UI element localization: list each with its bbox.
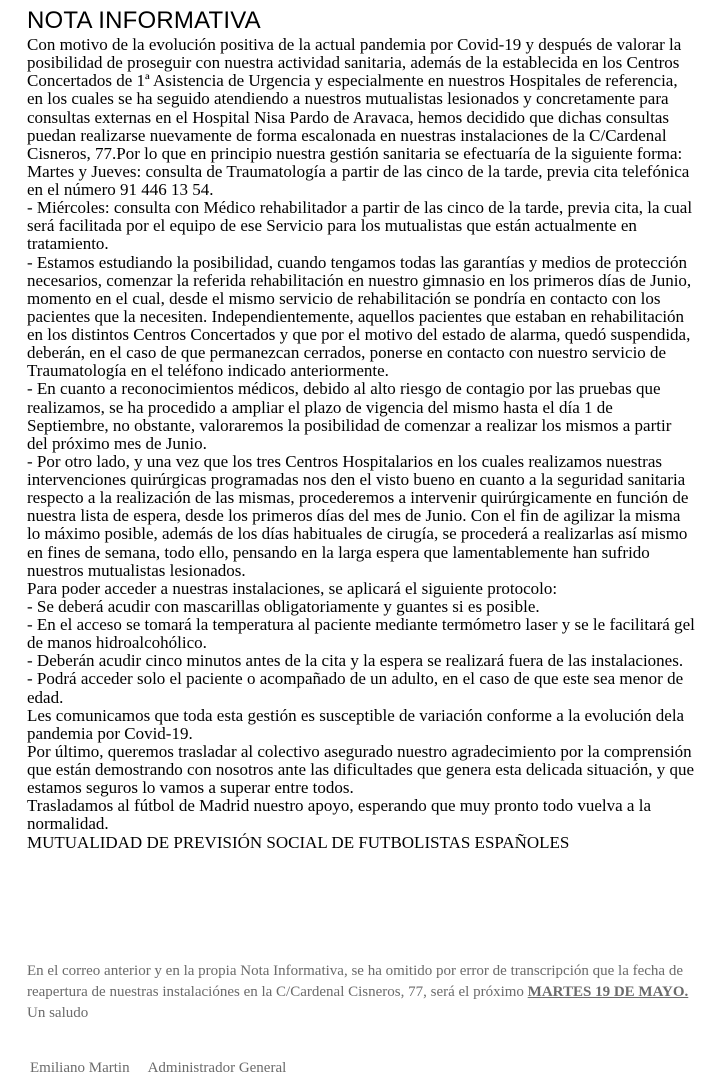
signature-line — [30, 1058, 286, 1078]
paragraph-protocol-intro: Para poder acceder a nuestras instalaciones, se aplicará el siguiente protocolo: — [27, 578, 558, 598]
signer-role: Administrador General — [147, 1060, 287, 1076]
organization-name: MUTUALIDAD DE PREVISIÓN SOCIAL DE FUTBOLISTAS ESPAÑOLES — [27, 832, 570, 852]
reopening-date: MARTES 19 DE MAYO. — [527, 984, 689, 1000]
followup-note — [27, 961, 697, 1024]
protocol-item-arrival: - Deberán acudir cinco minutos antes de la cita y la espera se realizará fuera de las instalaciones. — [27, 651, 684, 671]
signer-name: Emiliano Martin — [30, 1060, 130, 1076]
followup-text: En el correo anterior y en la propia Nota Informativa, se ha omitido por error de transcripción que la fecha de reapertura de nuestras instalaciónes en la C/Cardenal Cisneros, 77, será el próximo — [27, 963, 683, 1000]
paragraph-medical-checks: - En cuanto a reconocimientos médicos, debido al alto riesgo de contagio por las pruebas que realizamos, se ha procedido a ampliar el plazo de vigencia del mismo hasta el día 1 de Septiembre, no obstante, valoraremos la posibilidad de comenzar a realizar los mismos a partir del próximo mes de Junio. — [27, 379, 672, 453]
notice-body — [27, 36, 695, 852]
protocol-item-temperature: - En el acceso se tomará la temperatura al paciente mediante termómetro laser y se le facilitará gel de manos hidroalcohólico. — [27, 615, 695, 653]
document-title: NOTA INFORMATIVA — [27, 7, 261, 34]
paragraph-thanks: Por último, queremos trasladar al colectivo asegurado nuestro agradecimiento por la comprensión que están demostrando con nosotros ante las dificultades que genera esta delicada situación, y que estamos seguros lo vamos a superar entre todos. — [27, 741, 695, 798]
paragraph-support: Trasladamos al fútbol de Madrid nuestro apoyo, esperando que muy pronto todo vuelva a la normalidad. — [27, 796, 651, 834]
paragraph-surgery: - Por otro lado, y una vez que los tres Centros Hospitalarios en los cuales realizamos nuestras intervenciones quirúrgicas programadas nos den el visto bueno en cuanto a la seguridad sanitaria respecto a la realización de las mismas, procederemos a intervenir quirúrgicamente en función de nuestra lista de espera, desde los primeros días del mes de Junio. Con el fin de agilizar la misma lo máximo posible, además de los días habituales de cirugía, se procederá a realizarlas así mismo en fines de semana, todo ello, pensando en la larga espera que lamentablemente han sufrido nuestros mutualistas lesionados. — [27, 451, 689, 580]
protocol-item-masks: - Se deberá acudir con mascarillas obligatoriamente y guantes si es posible. — [27, 596, 540, 616]
greeting: Un saludo — [27, 1005, 89, 1021]
paragraph-rehabilitation: - Estamos estudiando la posibilidad, cuando tengamos todas las garantías y medios de protección necesarios, comenzar la referida rehabilitación en nuestro gimnasio en los primeros días de Junio, momento en el cual, desde el mismo servicio de rehabilitación se pondría en contacto con los pacientes que la necesiten. Independientemente, aquellos pacientes que estaban en rehabilitación en los distintos Centros Concertados y que por el motivo del estado de alarma, quedó suspendida, deberán, en el caso de que permanezcan cerrados, ponerse en contacto con nuestro servicio de Traumatología en el teléfono indicado anteriormente. — [27, 252, 692, 381]
paragraph-variation: Les comunicamos que toda esta gestión es susceptible de variación conforme a la evolución dela pandemia por Covid-19. — [27, 705, 685, 743]
paragraph-intro: Con motivo de la evolución positiva de la actual pandemia por Covid-19 y después de valorar la posibilidad de proseguir con nuestra actividad sanitaria, además de la establecida en los Centros Concertados de 1ª Asistencia de Urgencia y especialmente en nuestros Hospitales de referencia, en los cuales se ha seguido atendiendo a nuestros mutualistas lesionados y concretamente para consultas externas en el Hospital Nisa Pardo de Aravaca, hemos decidido que dichas consultas puedan realizarse nuevamente de forma escalonada en nuestras instalaciones de la C/Cardenal Cisneros, 77.Por lo que en principio nuestra gestión sanitaria se efectuaría de la siguiente forma: Martes y Jueves: consulta de Traumatología a partir de las cinco de la tarde, previa cita telefónica en el número 91 446 13 54. — [27, 35, 690, 199]
paragraph-wednesday: - Miércoles: consulta con Médico rehabilitador a partir de las cinco de la tarde, previa cita, la cual será facilitada por el equipo de ese Servicio para los mutualistas que están actualmente en tratamiento. — [27, 198, 693, 254]
protocol-item-companion: - Podrá acceder solo el paciente o acompañado de un adulto, en el caso de que este sea menor de edad. — [27, 669, 684, 707]
